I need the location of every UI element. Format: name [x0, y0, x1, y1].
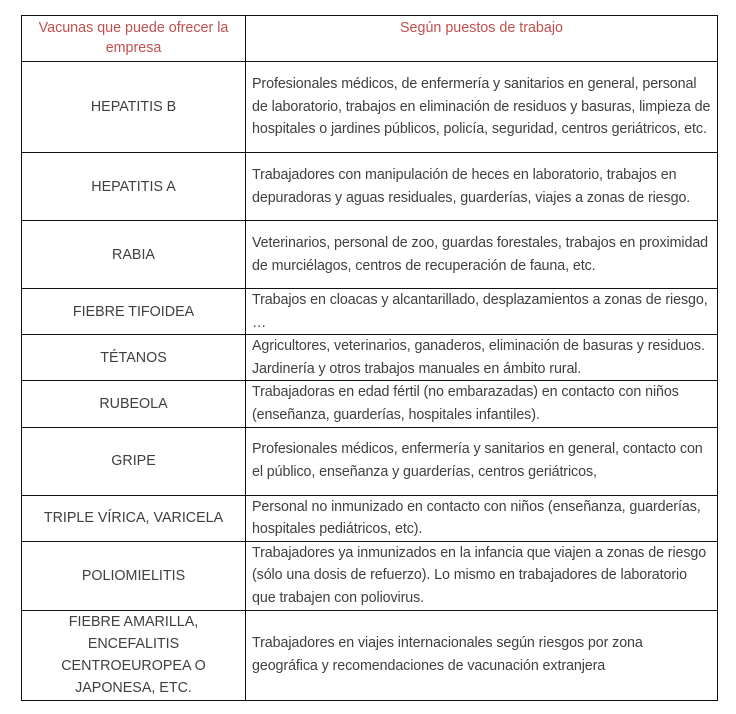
table-row	[22, 541, 718, 610]
table-row	[22, 495, 718, 541]
vaccine-jobs: Trabajadores en viajes internacionales según riesgos por zona geográfica y recomendaciones de vacunación extranjera	[246, 610, 718, 700]
vaccine-name: HEPATITIS A	[22, 153, 246, 221]
vaccine-name: HEPATITIS B	[22, 62, 246, 153]
vaccine-jobs: Veterinarios, personal de zoo, guardas forestales, trabajos en proximidad de murciélagos, centros de recuperación de fauna, etc.	[246, 221, 718, 289]
vaccine-name: RABIA	[22, 221, 246, 289]
table-row	[22, 610, 718, 700]
vaccine-name: FIEBRE AMARILLA, ENCEFALITIS CENTROEUROPEA O JAPONESA, ETC.	[22, 610, 246, 700]
table-row	[22, 335, 718, 381]
vaccine-name: RUBEOLA	[22, 381, 246, 427]
header-row	[22, 16, 718, 62]
table-row	[22, 153, 718, 221]
vaccine-jobs: Trabajadoras en edad fértil (no embarazadas) en contacto con niños (enseñanza, guarderías, hospitales infantiles).	[246, 381, 718, 427]
vaccine-jobs: Trabajadores ya inmunizados en la infancia que viajen a zonas de riesgo (sólo una dosis de refuerzo). Lo mismo en trabajadores de laboratorio que trabajen con poliovirus.	[246, 541, 718, 610]
vaccine-name: TRIPLE VÍRICA, VARICELA	[22, 495, 246, 541]
vaccine-jobs: Trabajos en cloacas y alcantarillado, desplazamientos a zonas de riesgo, …	[246, 289, 718, 335]
table-row	[22, 381, 718, 427]
vaccine-jobs: Trabajadores con manipulación de heces en laboratorio, trabajos en depuradoras y aguas residuales, guarderías, viajes a zonas de riesgo.	[246, 153, 718, 221]
vaccine-name: TÉTANOS	[22, 335, 246, 381]
vaccine-jobs: Personal no inmunizado en contacto con niños (enseñanza, guarderías, hospitales pediátricos, etc).	[246, 495, 718, 541]
header-vaccines: Vacunas que puede ofrecer la empresa	[22, 16, 246, 62]
vaccine-jobs: Profesionales médicos, enfermería y sanitarios en general, contacto con el público, enseñanza y guarderías, centros geriátricos,	[246, 427, 718, 495]
vaccine-name: GRIPE	[22, 427, 246, 495]
table-row	[22, 289, 718, 335]
header-jobs: Según puestos de trabajo	[246, 16, 718, 62]
table-row	[22, 62, 718, 153]
table-row	[22, 427, 718, 495]
vaccine-name: POLIOMIELITIS	[22, 541, 246, 610]
vaccine-name: FIEBRE TIFOIDEA	[22, 289, 246, 335]
vaccine-jobs: Profesionales médicos, de enfermería y sanitarios en general, personal de laboratorio, trabajos en eliminación de residuos y basuras, limpieza de hospitales o jardines públicos, policía, seguridad, centros geriátricos, etc.	[246, 62, 718, 153]
vaccines-table	[21, 15, 718, 701]
table-row	[22, 221, 718, 289]
vaccine-jobs: Agricultores, veterinarios, ganaderos, eliminación de basuras y residuos. Jardinería y otros trabajos manuales en ámbito rural.	[246, 335, 718, 381]
